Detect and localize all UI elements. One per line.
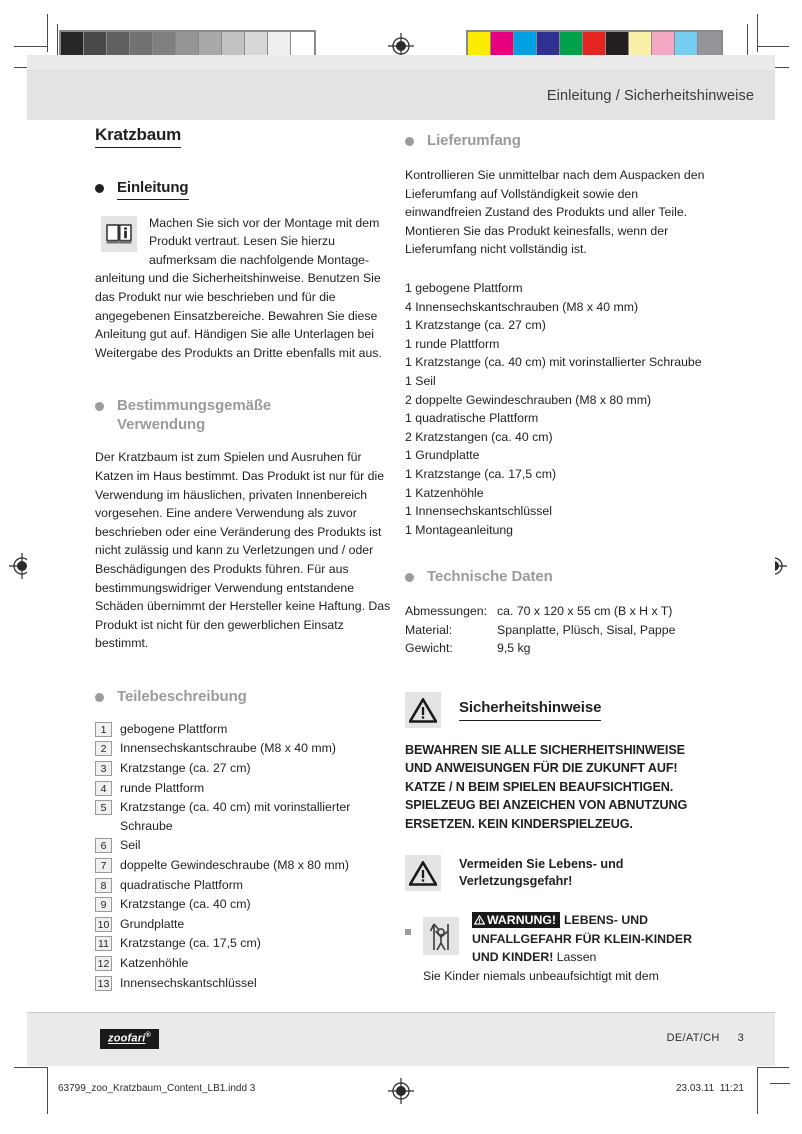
delivery-list-item: 1 Montageanleitung [405,522,514,537]
part-number-badge: 7 [95,858,112,873]
brand-logo [100,1029,159,1049]
parts-description-list [95,720,400,992]
bullet-dot-icon [95,184,104,193]
part-number-badge: 13 [95,976,112,991]
avoid-danger-line2: Verletzungsgefahr! [459,874,573,889]
part-number-badge: 9 [95,897,112,912]
technical-data-key: Material: [405,622,453,637]
part-number-badge: 8 [95,878,112,893]
part-number-badge: 10 [95,917,112,932]
print-timestamp [676,1083,744,1094]
crop-mark-right-outer [757,46,789,47]
delivery-list-item: 4 Innensechskantschrauben (M8 x 40 mm) [405,299,639,314]
technical-data-key: Gewicht: [405,641,453,656]
print-time: 11:21 [719,1083,744,1094]
technical-data-value: Spanplatte, Plüsch, Sisal, Pappe [497,622,676,637]
technical-data-row [405,621,710,640]
page-number: 3 [737,1032,744,1044]
warning-triangle-icon [405,855,441,891]
part-number-badge: 5 [95,800,112,815]
crop-mark-printline-rule [770,1083,790,1084]
parts-list-item [95,954,400,973]
warning-badge [472,912,560,928]
registration-mark-bottom [388,1078,414,1104]
scope-of-delivery-paragraph: Kontrollieren Sie unmittelbar nach dem Auspacken den Lieferumfang auf Vollständigkeit sowie den einwandfreien Zustand des Produkts und aller Teile. Montieren Sie das Produkt keinesfalls, wenn der Lieferumfang nicht vollständig ist. [405,168,705,257]
child-hazard-icon [423,917,459,955]
warning-badge-text: WARNUNG! [487,913,556,928]
intended-use-paragraph: Der Kratzbaum ist zum Spielen und Ausruhen für Katzen im Haus bestimmt. Das Produkt ist nur für die Verwendung im häuslichen, privaten Innenbereich vorgesehen. Eine andere Verwendung als zuvor beschrieben oder eine Veränderung des Produkts ist nicht zulässig und kann zu Verletzungen und / oder Beschädigungen des Produkts führen. Für aus bestimmungswidriger Verwendung entstandene Schäden übernimmt der Hersteller keine Haftung. Das Produkt ist nicht für den gewerblichen Einsatz bestimmt. [95,450,391,651]
page-title: Kratzbaum [95,126,181,148]
delivery-list-item: 1 Katzenhöhle [405,485,484,500]
part-number-badge: 4 [95,781,112,796]
technical-data-table [405,602,710,658]
avoid-danger-heading [405,855,710,891]
delivery-list-item: 1 Kratzstange (ca. 27 cm) [405,318,546,333]
section-heading-einleitung [95,178,400,200]
crop-mark-left-outer [14,46,48,47]
parts-list-item [95,895,400,914]
warning-rest-text: Lassen [556,950,597,965]
section-heading-bestimmungsgemaesse-verwendung [95,396,400,434]
section-title-line2: Verwendung [117,416,206,434]
delivery-list-item: 1 Seil [405,373,436,388]
parts-list-item [95,779,400,798]
brand-logo-text: zoofari [108,1032,146,1045]
technical-data-row [405,602,710,621]
parts-list-item [95,915,400,934]
warning-bold-text: LEBENS- UND UNFALLGEFAHR FÜR KLEIN-KINDER UND KINDER! [472,913,692,965]
crop-mark-printline-right [757,1078,758,1114]
part-label: quadratische Plattform [120,877,244,892]
technical-data-value: ca. 70 x 120 x 55 cm (B x H x T) [497,604,673,619]
introduction-body-block [95,214,400,363]
technical-data-value: 9,5 kg [497,641,531,656]
part-number-badge: 1 [95,722,112,737]
delivery-list-item: 1 gebogene Plattform [405,280,523,295]
bullet-dot-icon [95,402,104,411]
section-title-text: Technische Daten [427,568,553,586]
warning-list-item [405,911,710,967]
part-label: Innensechskantschraube (M8 x 40 mm) [120,741,336,756]
crop-mark-bottom-left [14,1067,48,1068]
safety-title-text: Sicherheitshinweise [459,699,601,721]
book-info-icon [101,216,137,252]
delivery-list-item: 1 Kratzstange (ca. 40 cm) mit vorinstallierter Schraube [405,355,702,370]
part-label: Kratzstange (ca. 40 cm) [120,897,251,912]
parts-list-item [95,836,400,855]
delivery-list-item: 1 runde Plattform [405,336,500,351]
part-label: gebogene Plattform [120,721,228,736]
section-heading-lieferumfang [405,131,710,150]
part-number-badge: 11 [95,936,112,951]
part-number-badge: 3 [95,761,112,776]
part-label: Innensechskantschlüssel [120,975,257,990]
delivery-list-item: 1 Innensechskantschlüssel [405,504,552,519]
part-number-badge: 12 [95,956,112,971]
print-filename: 63799_zoo_Kratzbaum_Content_LB1.indd 3 [58,1083,256,1094]
footer-meta [667,1032,744,1044]
parts-list-item [95,759,400,778]
delivery-list-item: 1 quadratische Plattform [405,411,539,426]
brand-logo-mark: ® [145,1032,151,1039]
part-label: Kratzstange (ca. 17,5 cm) [120,936,261,951]
warning-continued-text: Sie Kinder niemals unbeaufsichtigt mit dem [423,968,659,983]
section-title-text: Teilebeschreibung [117,687,247,705]
section-title-text: Lieferumfang [427,132,521,149]
safety-notes-heading [405,692,710,728]
part-label: Kratzstange (ca. 27 cm) [120,761,251,776]
bullet-dot-icon [95,693,104,702]
square-bullet-icon [405,929,411,935]
bullet-dot-icon [405,573,414,582]
left-column [95,126,400,993]
warning-triangle-icon [405,692,441,728]
technical-data-key: Abmessungen: [405,604,488,619]
locale-label: DE/AT/CH [666,1032,720,1044]
part-label: doppelte Gewindeschraube (M8 x 80 mm) [120,858,349,873]
delivery-list-item: 1 Grundplatte [405,448,480,463]
section-heading-technische-daten [405,567,710,586]
section-title-line1: Bestimmungsgemäße [117,397,272,415]
part-label: Grundplatte [120,916,185,931]
parts-list-item [95,720,400,739]
part-label: Katzenhöhle [120,956,189,970]
parts-list-item [95,856,400,875]
section-heading-teilebeschreibung [95,687,400,706]
part-number-badge: 6 [95,838,112,853]
part-label: runde Plattform [120,780,205,795]
parts-list-item [95,974,400,993]
crop-mark-printline-left [47,1078,48,1114]
parts-list-item [95,934,400,953]
delivery-list-item: 2 doppelte Gewindeschrauben (M8 x 80 mm) [405,392,652,407]
parts-list-item [95,798,400,835]
avoid-danger-line1: Vermeiden Sie Lebens- und [459,856,624,871]
parts-list-item [95,739,400,758]
delivery-list-item: 1 Kratzstange (ca. 17,5 cm) [405,466,557,481]
parts-list-item [95,876,400,895]
part-label: Seil [120,838,141,853]
crop-mark-bottom-right [757,1067,789,1068]
right-column [405,126,710,985]
print-date: 23.03.11 [675,1083,715,1094]
part-number-badge: 2 [95,741,112,756]
safety-caps-paragraph: BEWAHREN SIE ALLE SICHERHEITSHINWEISE UND ANWEISUNGEN FÜR DIE ZUKUNFT AUF! KATZE / N BEIM SPIELEN BEAUFSICHTIGEN. SPIELZEUG BEI ANZEICHEN VON ABNUTZUNG ERSETZEN. KEIN KINDERSPIELZEUG. [405,743,688,831]
technical-data-row [405,639,710,658]
running-header-title: Einleitung / Sicherheitshinweise [546,88,754,104]
section-title-text: Einleitung [117,178,189,200]
part-label: Kratzstange (ca. 40 cm) mit vorinstallierter Schraube [120,800,351,833]
introduction-paragraph: Machen Sie sich vor der Montage mit dem Produkt vertraut. Lesen Sie hierzu aufmerksam die nachfolgende Montage-anleitung und die Sicherheitshinweise. Benutzen Sie das Produkt nur wie beschrieben und für die angegebenen Einsatzbereiche. Bewahren Sie diese Anleitung gut auf. Händigen Sie alle Unterlagen bei Weitergabe des Produkts an Dritte ebenfalls mit aus. [95,215,382,360]
bullet-dot-icon [405,137,414,146]
scope-of-delivery-list [405,279,710,539]
delivery-list-item: 2 Kratzstangen (ca. 40 cm) [405,429,553,444]
